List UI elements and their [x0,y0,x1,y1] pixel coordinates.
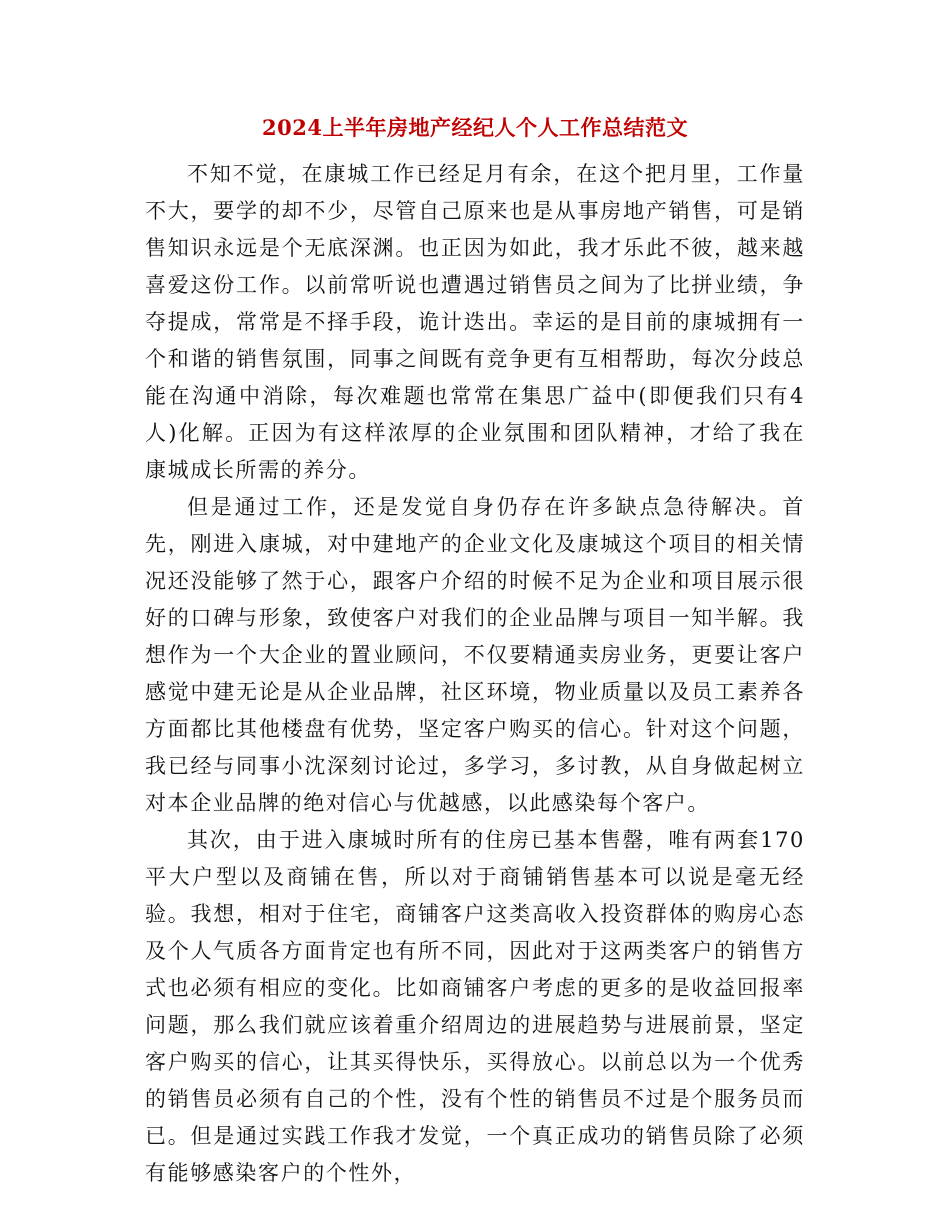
document-body [145,156,805,1192]
document-title: 2024上半年房地产经纪人个人工作总结范文 [262,115,688,140]
paragraph-2: 但是通过工作，还是发觉自身仍存在许多缺点急待解决。首先，刚进入康城，对中建地产的企业文化及康城这个项目的相关情况还没能够了然于心，跟客户介绍的时候不足为企业和项目展示很好的口碑与形象，致使客户对我们的企业品牌与项目一知半解。我想作为一个大企业的置业顾问，不仅要精通卖房业务，更要让客户感觉中建无论是从企业品牌，社区环境，物业质量以及员工素养各方面都比其他楼盘有优势，坚定客户购买的信心。针对这个问题，我已经与同事小沈深刻讨论过，多学习，多讨教，从自身做起树立对本企业品牌的绝对信心与优越感，以此感染每个客户。 [145,495,805,815]
paragraph-3: 其次，由于进入康城时所有的住房已基本售罄，唯有两套170平大户型以及商铺在售，所以对于商铺销售基本可以说是毫无经验。我想，相对于住宅，商铺客户这类高收入投资群体的购房心态及个人气质各方面肯定也有所不同，因此对于这两类客户的销售方式也必须有相应的变化。比如商铺客户考虑的更多的是收益回报率问题，那么我们就应该着重介绍周边的进展趋势与进展前景，坚定客户购买的信心，让其买得快乐，买得放心。以前总以为一个优秀的销售员必须有自己的个性，没有个性的销售员不过是个服务员而已。但是通过实践工作我才发觉，一个真正成功的销售员除了必须有能够感染客户的个性外， [145,828,805,1185]
paragraph-1: 不知不觉，在康城工作已经足月有余，在这个把月里，工作量不大，要学的却不少，尽管自己原来也是从事房地产销售，可是销售知识永远是个无底深渊。也正因为如此，我才乐此不彼，越来越喜爱这份工作。以前常听说也遭遇过销售员之间为了比拼业绩，争夺提成，常常是不择手段，诡计迭出。幸运的是目前的康城拥有一个和谐的销售氛围，同事之间既有竞争更有互相帮助，每次分歧总能在沟通中消除，每次难题也常常在集思广益中(即便我们只有4人)化解。正因为有这样浓厚的企业氛围和团队精神，才给了我在康城成长所需的养分。 [145,162,805,482]
